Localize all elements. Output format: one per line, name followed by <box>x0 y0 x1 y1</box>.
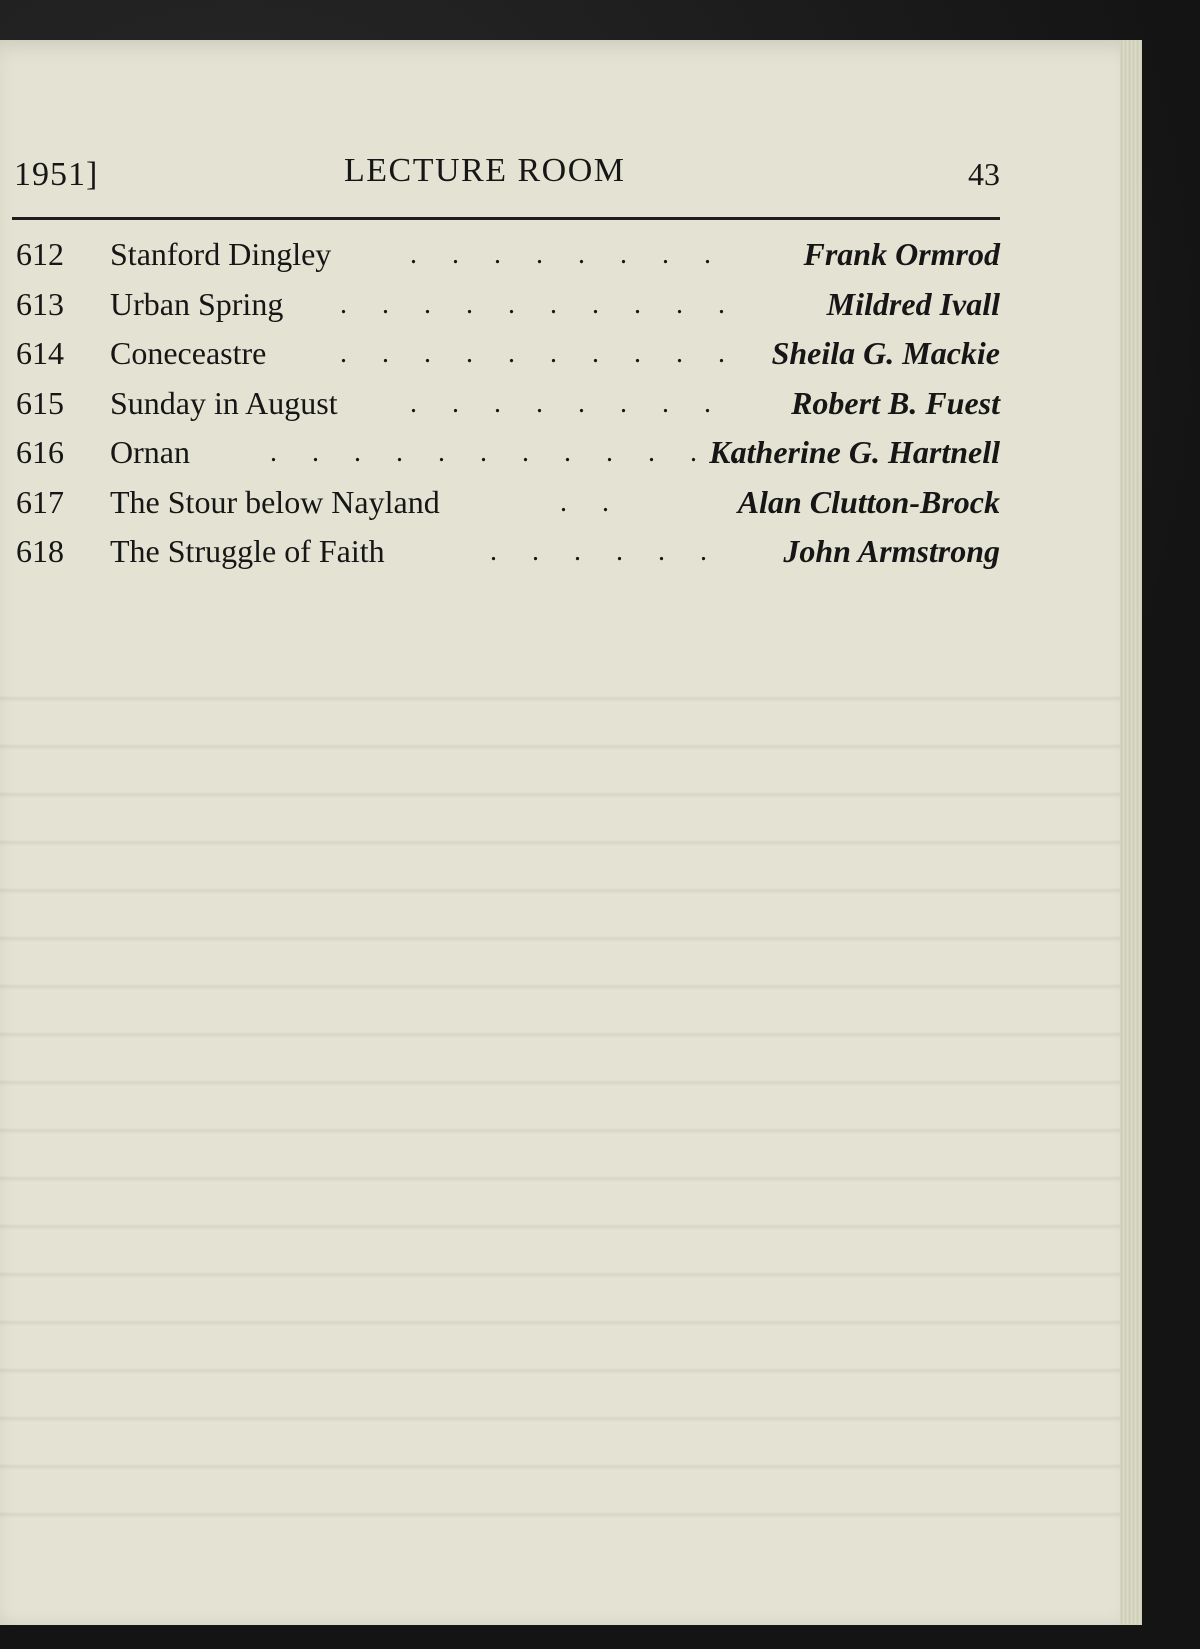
leader-dots: . . . . . . <box>490 536 721 567</box>
catalogue-entry <box>0 329 1010 379</box>
entry-artist: Sheila G. Mackie <box>771 335 1000 371</box>
show-through-text <box>0 660 1120 1540</box>
entry-title: Urban Spring <box>110 285 284 322</box>
catalogue-entry <box>0 230 1010 280</box>
page-edge <box>1120 40 1142 1625</box>
entry-artist: Katherine G. Hartnell <box>709 434 1000 470</box>
leader-dots: . . <box>560 486 623 518</box>
entry-number: 617 <box>16 483 64 520</box>
entry-title: The Stour below Nayland <box>110 483 440 520</box>
header-title: LECTURE ROOM <box>344 152 626 189</box>
header-rule <box>12 217 1000 220</box>
entry-number: 618 <box>16 533 64 569</box>
leader-dots: . . . . . . . . . . <box>340 338 739 369</box>
entry-artist: Mildred Ivall <box>826 285 1000 322</box>
book-page <box>0 40 1140 1625</box>
catalogue-entry <box>0 428 1010 478</box>
entry-artist: Robert B. Fuest <box>791 384 1000 421</box>
entry-number: 612 <box>16 236 64 272</box>
entry-number: 613 <box>16 285 64 322</box>
leader-dots: . . . . . . . . . . <box>340 288 739 320</box>
catalogue-entry <box>0 379 1010 429</box>
entry-title: Coneceastre <box>110 335 267 371</box>
entry-artist: Frank Ormrod <box>803 236 1000 272</box>
entry-artist: John Armstrong <box>783 533 1000 569</box>
leader-dots: . . . . . . . . <box>410 239 725 270</box>
entry-number: 614 <box>16 335 64 371</box>
catalogue-list <box>0 230 1010 577</box>
page-number: 43 <box>968 156 1000 192</box>
catalogue-entry <box>0 280 1010 330</box>
entry-title: Stanford Dingley <box>110 236 332 272</box>
entry-title: The Struggle of Faith <box>110 533 385 569</box>
entry-title: Sunday in August <box>110 384 338 421</box>
leader-dots: . . . . . . . . . . . . <box>270 437 753 468</box>
catalogue-entry <box>0 478 1010 528</box>
header-year: 1951] <box>14 156 99 193</box>
leader-dots: . . . . . . . . <box>410 387 725 419</box>
entry-number: 616 <box>16 434 64 470</box>
entry-artist: Alan Clutton-Brock <box>737 483 1000 520</box>
running-header <box>14 146 1000 206</box>
entry-number: 615 <box>16 384 64 421</box>
catalogue-entry <box>0 527 1010 577</box>
entry-title: Ornan <box>110 434 190 470</box>
